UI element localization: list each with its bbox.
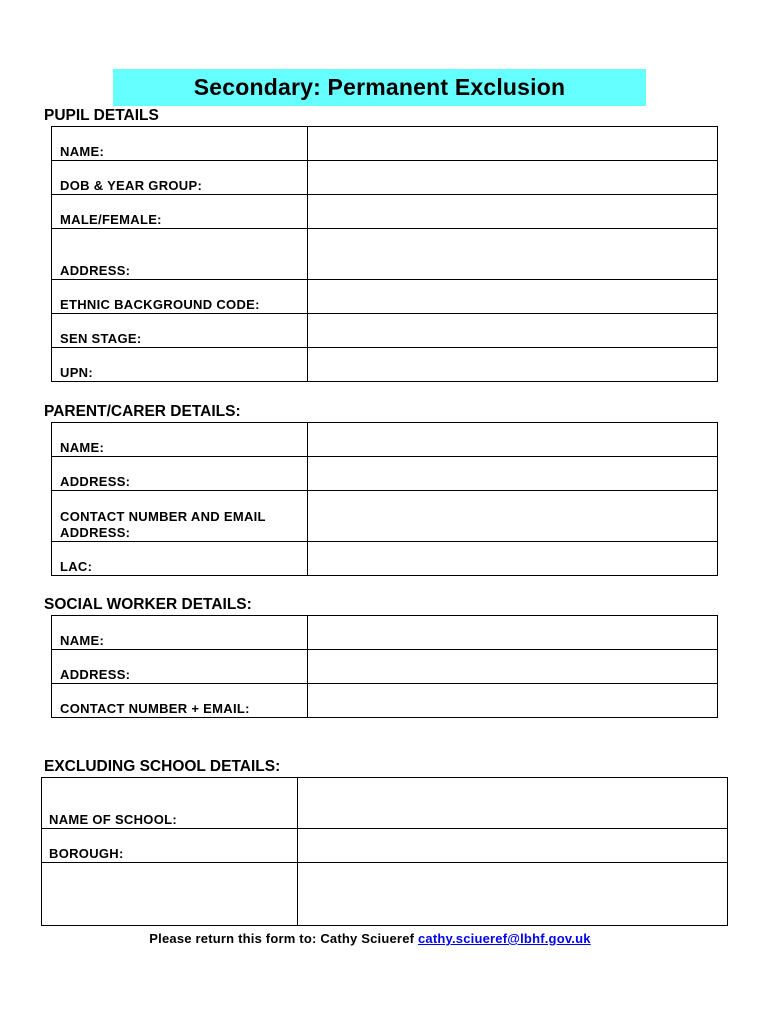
parent-contact-row bbox=[52, 491, 718, 542]
social-worker-heading: SOCIAL WORKER DETAILS: bbox=[44, 596, 252, 613]
parent-contact-field[interactable] bbox=[308, 491, 718, 542]
pupil-sen-field[interactable] bbox=[308, 314, 718, 348]
pupil-upn-field[interactable] bbox=[308, 348, 718, 382]
pupil-dob-row bbox=[52, 161, 718, 195]
social-name-field[interactable] bbox=[308, 616, 718, 650]
parent-details-table bbox=[51, 422, 718, 576]
parent-name-field[interactable] bbox=[308, 423, 718, 457]
footer-email-link[interactable]: cathy.sciueref@lbhf.gov.uk bbox=[417, 931, 591, 946]
social-name-label: NAME: bbox=[52, 616, 308, 650]
parent-lac-row bbox=[52, 542, 718, 576]
school-extra-label bbox=[42, 863, 298, 926]
pupil-upn-row bbox=[52, 348, 718, 382]
social-worker-table bbox=[51, 615, 718, 718]
pupil-ethnic-field[interactable] bbox=[308, 280, 718, 314]
social-address-field[interactable] bbox=[308, 650, 718, 684]
school-name-label: NAME OF SCHOOL: bbox=[42, 778, 298, 829]
school-extra-row bbox=[42, 863, 728, 926]
school-borough-label: BOROUGH: bbox=[42, 829, 298, 863]
school-name-field[interactable] bbox=[298, 778, 728, 829]
parent-name-row bbox=[52, 423, 718, 457]
pupil-gender-label: MALE/FEMALE: bbox=[52, 195, 308, 229]
pupil-sen-label: SEN STAGE: bbox=[52, 314, 308, 348]
pupil-name-label: NAME: bbox=[52, 127, 308, 161]
excluding-school-table bbox=[41, 777, 728, 926]
footer-text: Please return this form to: Cathy Sciueref bbox=[149, 931, 415, 946]
social-address-label: ADDRESS: bbox=[52, 650, 308, 684]
parent-address-label: ADDRESS: bbox=[52, 457, 308, 491]
title-banner bbox=[113, 69, 646, 106]
social-contact-row bbox=[52, 684, 718, 718]
school-borough-row bbox=[42, 829, 728, 863]
parent-address-field[interactable] bbox=[308, 457, 718, 491]
social-name-row bbox=[52, 616, 718, 650]
social-address-row bbox=[52, 650, 718, 684]
social-contact-label: CONTACT NUMBER + EMAIL: bbox=[52, 684, 308, 718]
pupil-ethnic-row bbox=[52, 280, 718, 314]
parent-lac-label: LAC: bbox=[52, 542, 308, 576]
parent-name-label: NAME: bbox=[52, 423, 308, 457]
school-name-row bbox=[42, 778, 728, 829]
parent-details-heading: PARENT/CARER DETAILS: bbox=[44, 403, 241, 420]
pupil-name-row bbox=[52, 127, 718, 161]
pupil-address-row bbox=[52, 229, 718, 280]
pupil-gender-row bbox=[52, 195, 718, 229]
footer-return-note bbox=[0, 931, 740, 946]
pupil-details-table bbox=[51, 126, 718, 382]
parent-lac-field[interactable] bbox=[308, 542, 718, 576]
pupil-name-field[interactable] bbox=[308, 127, 718, 161]
pupil-dob-label: DOB & YEAR GROUP: bbox=[52, 161, 308, 195]
pupil-address-field[interactable] bbox=[308, 229, 718, 280]
page-title: Secondary: Permanent Exclusion bbox=[193, 74, 566, 100]
excluding-school-heading: EXCLUDING SCHOOL DETAILS: bbox=[44, 758, 281, 775]
pupil-ethnic-label: ETHNIC BACKGROUND CODE: bbox=[52, 280, 308, 314]
pupil-details-heading: PUPIL DETAILS bbox=[44, 107, 159, 124]
parent-address-row bbox=[52, 457, 718, 491]
pupil-address-label: ADDRESS: bbox=[52, 229, 308, 280]
pupil-dob-field[interactable] bbox=[308, 161, 718, 195]
pupil-upn-label: UPN: bbox=[52, 348, 308, 382]
school-borough-field[interactable] bbox=[298, 829, 728, 863]
social-contact-field[interactable] bbox=[308, 684, 718, 718]
parent-contact-label: CONTACT NUMBER AND EMAIL ADDRESS: bbox=[52, 491, 308, 542]
school-extra-field[interactable] bbox=[298, 863, 728, 926]
pupil-sen-row bbox=[52, 314, 718, 348]
pupil-gender-field[interactable] bbox=[308, 195, 718, 229]
